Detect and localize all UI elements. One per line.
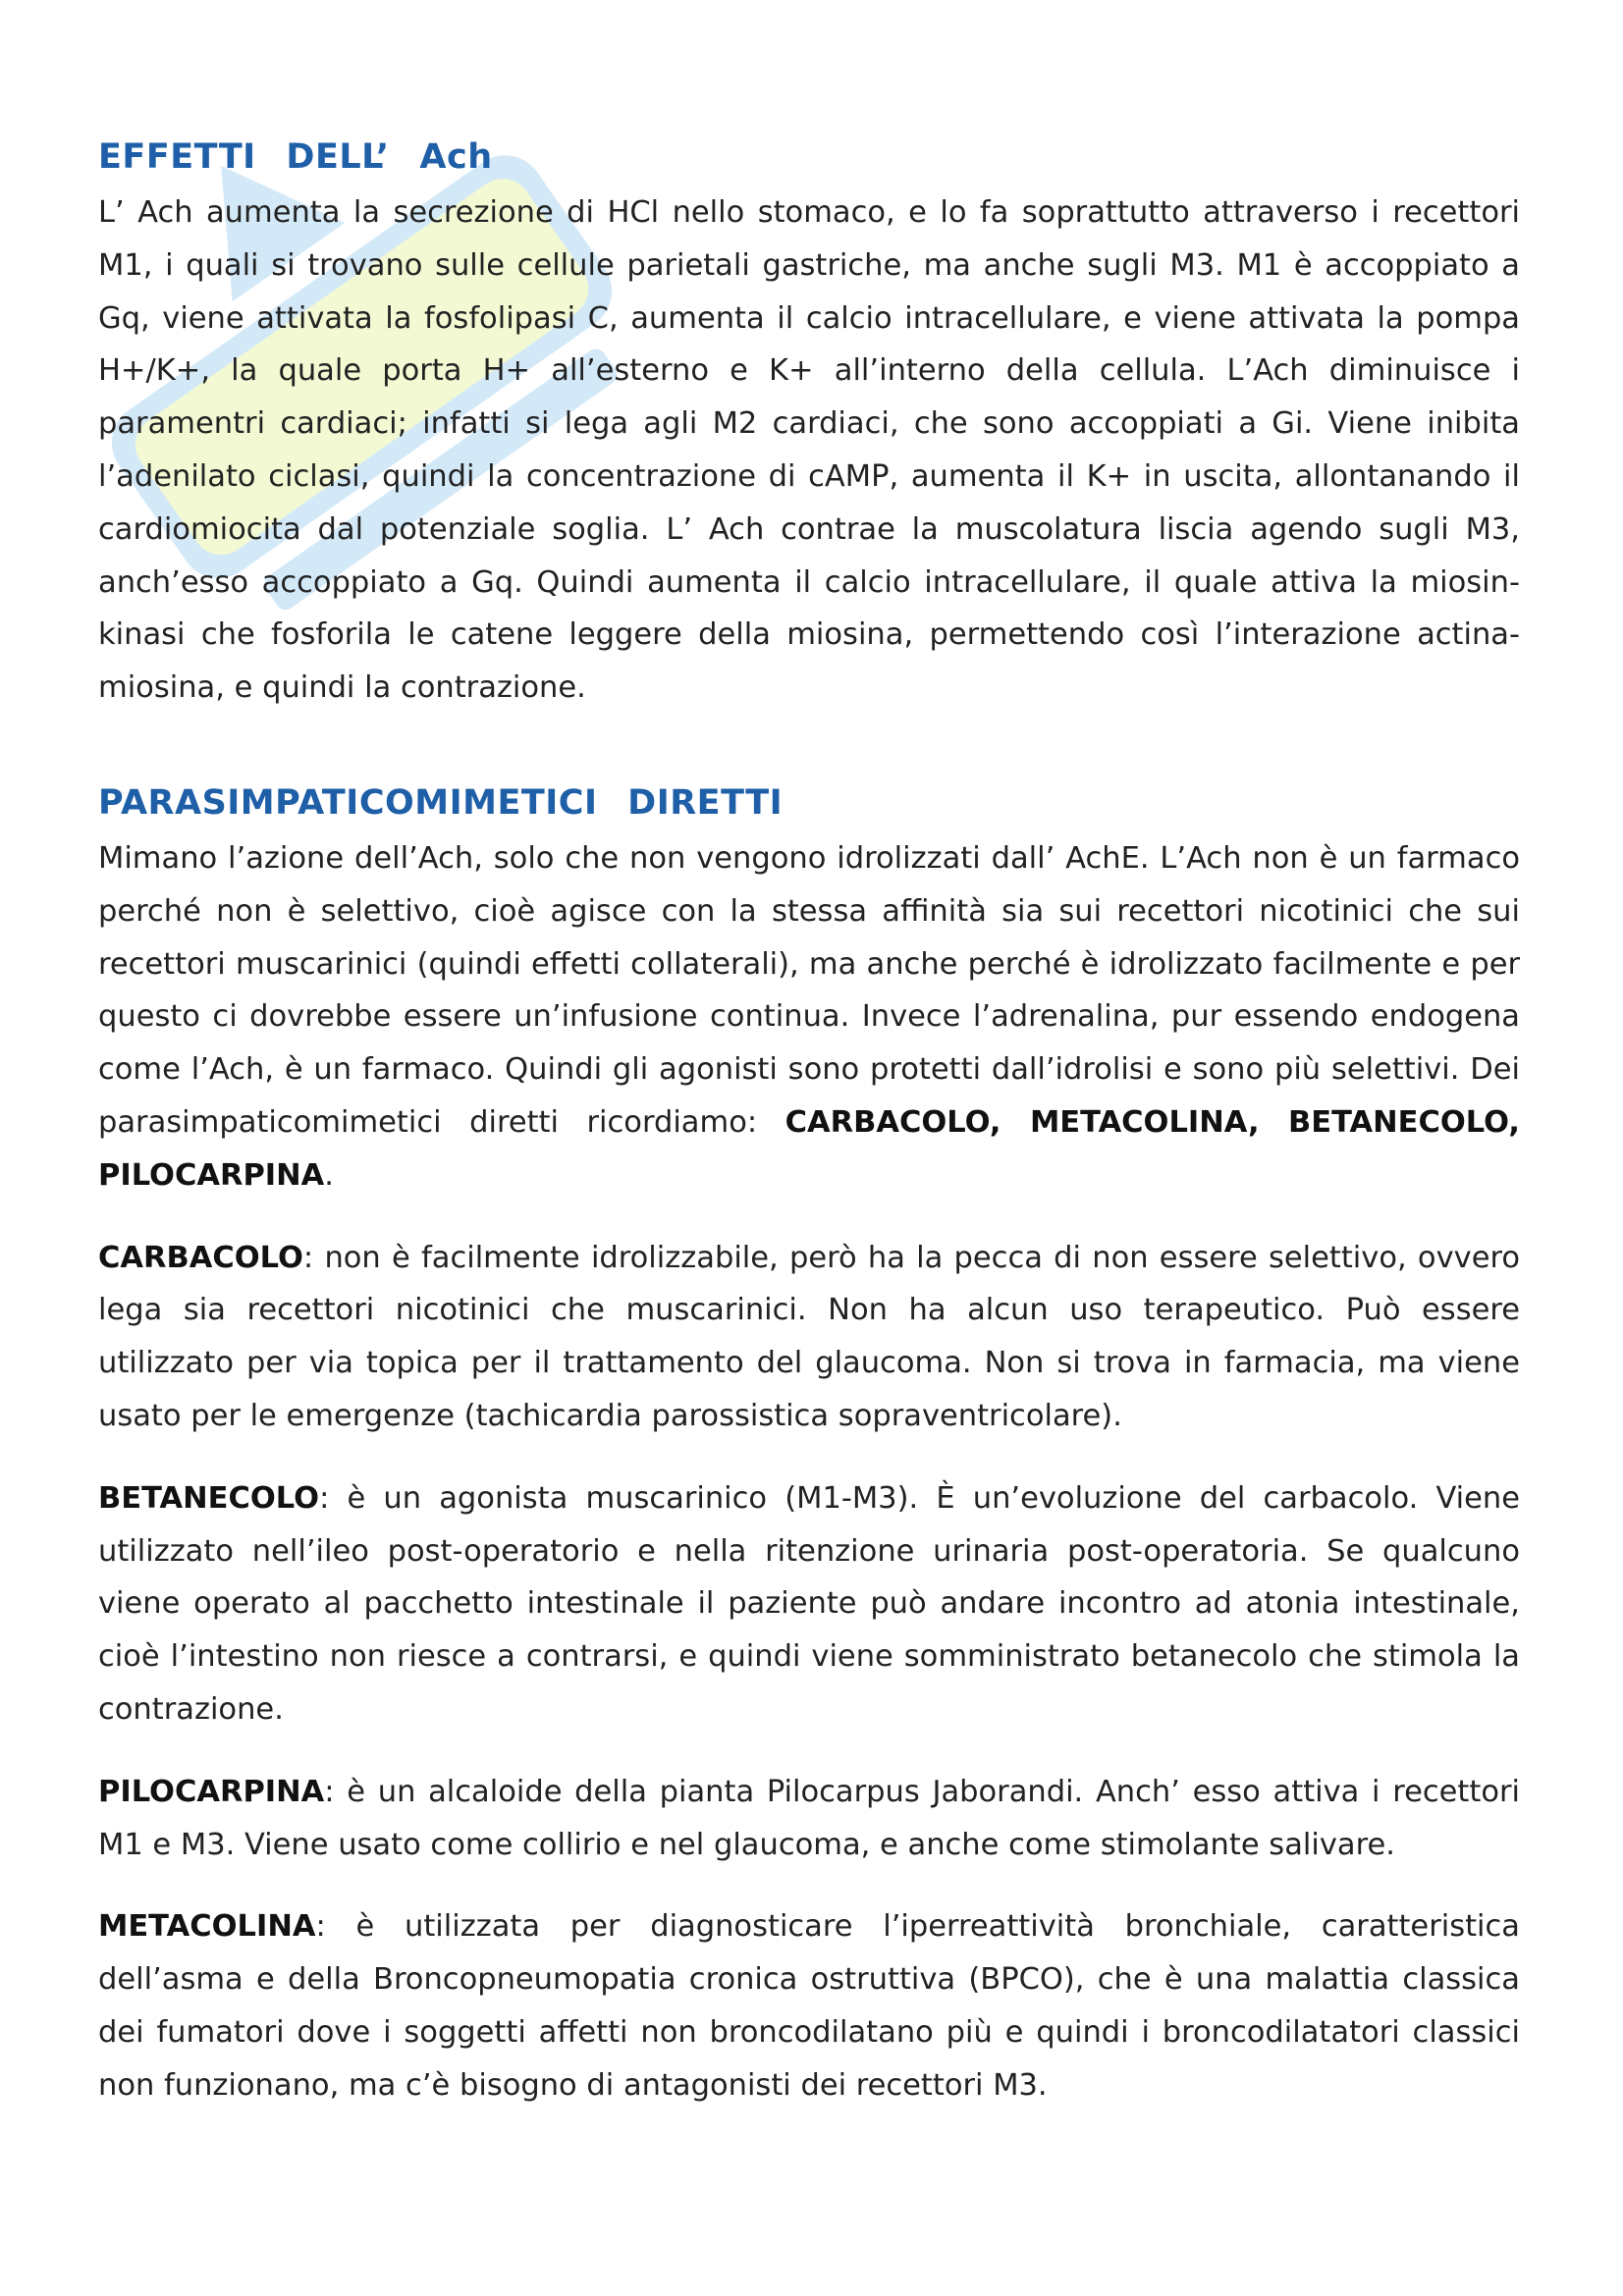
intro-end: . [324,1157,334,1193]
intro-drug-list: CARBACOLO, METACOLINA, BETANECOLO, PILOCARPINA [98,1104,1520,1193]
document-body [98,137,1520,2112]
section-paragraph-parasimpaticomimetici-intro [98,832,1520,1202]
drug-entry-betanecolo [98,1472,1520,1736]
drug-entry-pilocarpina [98,1766,1520,1872]
section-title-parasimpaticomimetici: PARASIMPATICOMIMETICI DIRETTI [98,782,784,823]
intro-text: Mimano l’azione dell’Ach, solo che non vengono idrolizzati dall’ AchE. L’Ach non è un farmaco perché non è selettivo, cioè agisce con la stessa affinità sia sui recettori nicotinici che sui recettori muscarinici (quindi effetti collaterali), ma anche perché è idrolizzato facilmente e per questo ci dovrebbe essere un’infusione continua. Invece l’adrenalina, pur essendo endogena come l’Ach, è un farmaco. Quindi gli agonisti sono protetti dall’idrolisi e sono più selettivi. Dei parasimpaticomimetici diretti ricordiamo: [98,840,1520,1140]
drug-description: : è un alcaloide della pianta Pilocarpus Jaborandi. Anch’ esso attiva i recettori M1 e M3. Viene usato come collirio e nel glaucoma, e anche come stimolante salivare. [98,1774,1520,1862]
drug-entry-carbacolo [98,1232,1520,1443]
drug-entry-metacolina [98,1900,1520,2111]
drug-term: PILOCARPINA [98,1774,325,1809]
drug-term: METACOLINA [98,1909,316,1945]
drug-description: : è utilizzata per diagnosticare l’iperreattività bronchiale, caratteristica dell’asma e della Broncopneumopatia cronica ostruttiva (BPCO), che è una malattia classica dei fumatori dove i soggetti affetti non broncodilatano più e quindi i broncodilatatori classici non funzionano, ma c’è bisogno di antagonisti dei recettori M3. [98,1909,1520,2103]
drug-term: BETANECOLO [98,1480,320,1516]
drug-description: : è un agonista muscarinico (M1-M3). È un’evoluzione del carbacolo. Viene utilizzato nell’ileo post-operatorio e nella ritenzione urinaria post-operatoria. Se qualcuno viene operato al pacchetto intestinale il paziente può andare incontro ad atonia intestinale, cioè l’intestino non riesce a contrarsi, e quindi viene somministrato betanecolo che stimola la contrazione. [98,1480,1520,1727]
drug-term: CARBACOLO [98,1240,303,1275]
section-title-effetti-ach: EFFETTI DELL’ Ach [98,137,493,177]
drug-description: : non è facilmente idrolizzabile, però ha la pecca di non essere selettivo, ovvero lega sia recettori nicotinici che muscarinici. Non ha alcun uso terapeutico. Può essere utilizzato per via topica per il trattamento del glaucoma. Non si trova in farmacia, ma viene usato per le emergenze (tachicardia parossistica sopraventricolare). [98,1240,1520,1433]
section-paragraph-effetti-ach: L’ Ach aumenta la secrezione di HCl nello stomaco, e lo fa soprattutto attraverso i recettori M1, i quali si trovano sulle cellule parietali gastriche, ma anche sugli M3. M1 è accoppiato a Gq, viene attivata la fosfolipasi C, aumenta il calcio intracellulare, e viene attivata la pompa H+/K+, la quale porta H+ all’esterno e K+ all’interno della cellula. L’Ach diminuisce i paramentri cardiaci; infatti si lega agli M2 cardiaci, che sono accoppiati a Gi. Viene inibita l’adenilato ciclasi, quindi la concentrazione di cAMP, aumenta il K+ in uscita, allontanando il cardiomiocita dal potenziale soglia. L’ Ach contrae la muscolatura liscia agendo sugli M3, anch’esso accoppiato a Gq. Quindi aumenta il calcio intracellulare, il quale attiva la miosin-kinasi che fosforila le catene leggere della miosina, permettendo così l’interazione actina-miosina, e quindi la contrazione. [98,195,1520,706]
